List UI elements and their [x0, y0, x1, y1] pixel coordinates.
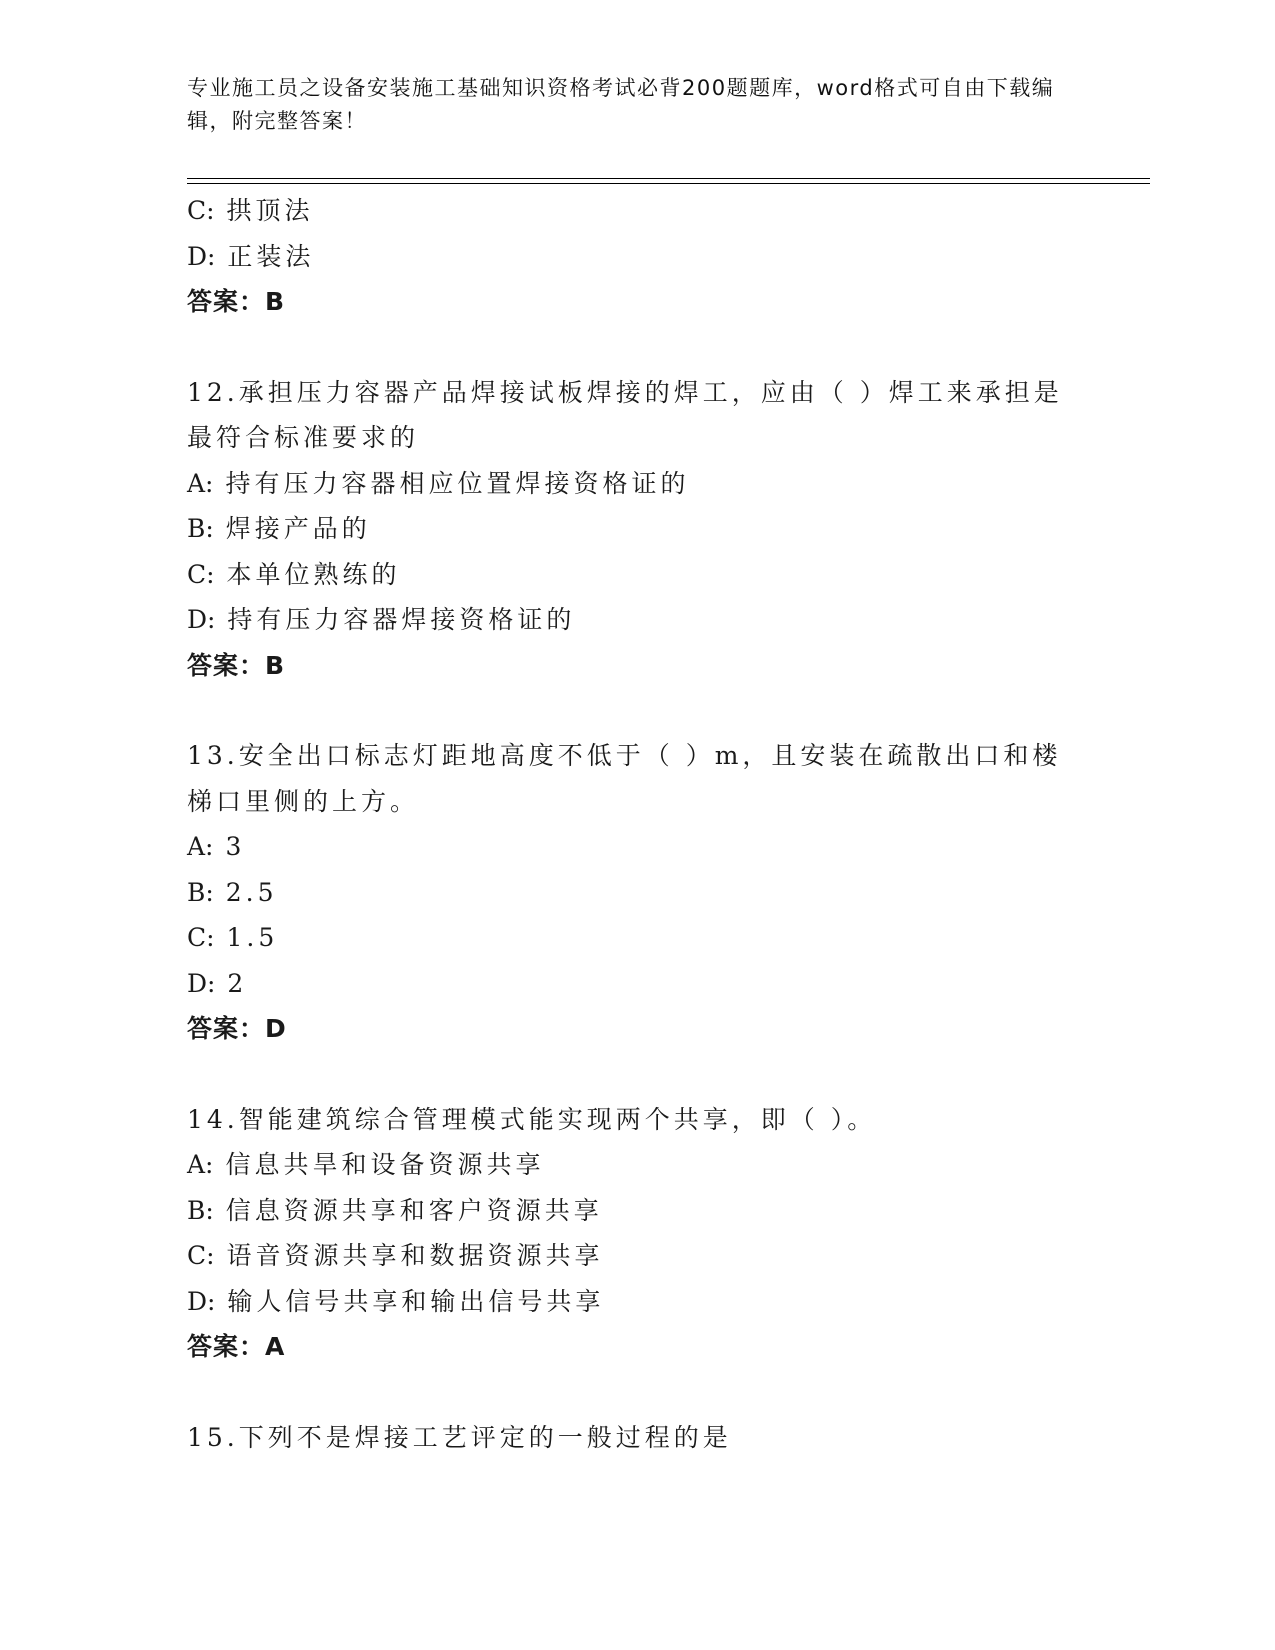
option-text: 持有压力容器焊接资格证的 [227, 605, 576, 634]
header-divider-bottom [187, 183, 1150, 184]
answer-line: 答案：B [187, 650, 286, 680]
option-d [187, 597, 1087, 643]
option-d [187, 234, 1087, 280]
document-header: 专业施工员之设备安装施工基础知识资格考试必背200题题库，word格式可自由下载编辑，附完整答案！ [187, 76, 1055, 133]
option-c [187, 188, 1087, 234]
option-text: 正装法 [227, 241, 315, 271]
option-c [187, 1233, 1087, 1279]
option-label: C: [187, 196, 215, 225]
option-b [187, 1188, 1087, 1234]
answer-line: 答案：B [187, 287, 286, 316]
option-a [187, 461, 1087, 507]
option-a [187, 1142, 1087, 1188]
question-block-12 [187, 370, 1087, 689]
header-divider-top [187, 178, 1150, 179]
option-c [187, 552, 1087, 598]
option-text: 本单位熟练的 [226, 559, 401, 589]
option-text: 2 [227, 968, 248, 998]
option-label: C: [187, 559, 215, 589]
option-label: C: [187, 1241, 215, 1270]
question-block-13 [187, 733, 1087, 1052]
option-label: D: [187, 1286, 216, 1316]
question-text: 14.智能建筑综合管理模式能实现两个共享，即（ ）。 [187, 1104, 877, 1134]
option-text: 输人信号共享和输出信号共享 [227, 1286, 605, 1316]
option-label: B: [187, 514, 214, 543]
option-text: 拱顶法 [226, 196, 314, 225]
question-text: 15.下列不是焊接工艺评定的一般过程的是 [187, 1422, 732, 1452]
option-text: 信息共旱和设备资源共享 [225, 1150, 545, 1179]
option-label: B: [187, 1195, 214, 1225]
option-text: 持有压力容器相应位置焊接资格证的 [225, 468, 690, 498]
question-block-15 [187, 1415, 1087, 1461]
option-text: 信息资源共享和客户资源共享 [225, 1195, 603, 1225]
option-label: A: [187, 468, 214, 498]
question-text: 13.安全出口标志灯距地高度不低于（ ）m，且安装在疏散出口和楼梯口里侧的上方。 [187, 741, 1062, 816]
option-label: A: [187, 1150, 214, 1179]
question-block-partial [187, 188, 1087, 325]
option-label: D: [187, 605, 216, 634]
option-text: 焊接产品的 [225, 514, 371, 543]
option-label: D: [187, 968, 216, 998]
option-text: 2.5 [225, 877, 278, 907]
answer-line: 答案：A [187, 1332, 286, 1361]
option-text: 1.5 [226, 923, 279, 952]
option-text: 3 [225, 832, 246, 861]
option-label: A: [187, 832, 214, 861]
question-text: 12.承担压力容器产品焊接试板焊接的焊工，应由（ ）焊工来承担是最符合标准要求的 [187, 377, 1063, 452]
option-a [187, 824, 1087, 870]
option-b [187, 870, 1087, 916]
option-label: C: [187, 923, 215, 952]
option-text: 语音资源共享和数据资源共享 [226, 1241, 604, 1270]
option-d [187, 1279, 1087, 1325]
answer-line: 答案：D [187, 1014, 287, 1043]
option-label: D: [187, 241, 216, 271]
option-label: B: [187, 877, 214, 907]
option-c [187, 915, 1087, 961]
option-d [187, 961, 1087, 1007]
question-list [187, 188, 1087, 1460]
question-block-14 [187, 1097, 1087, 1370]
option-b [187, 506, 1087, 552]
